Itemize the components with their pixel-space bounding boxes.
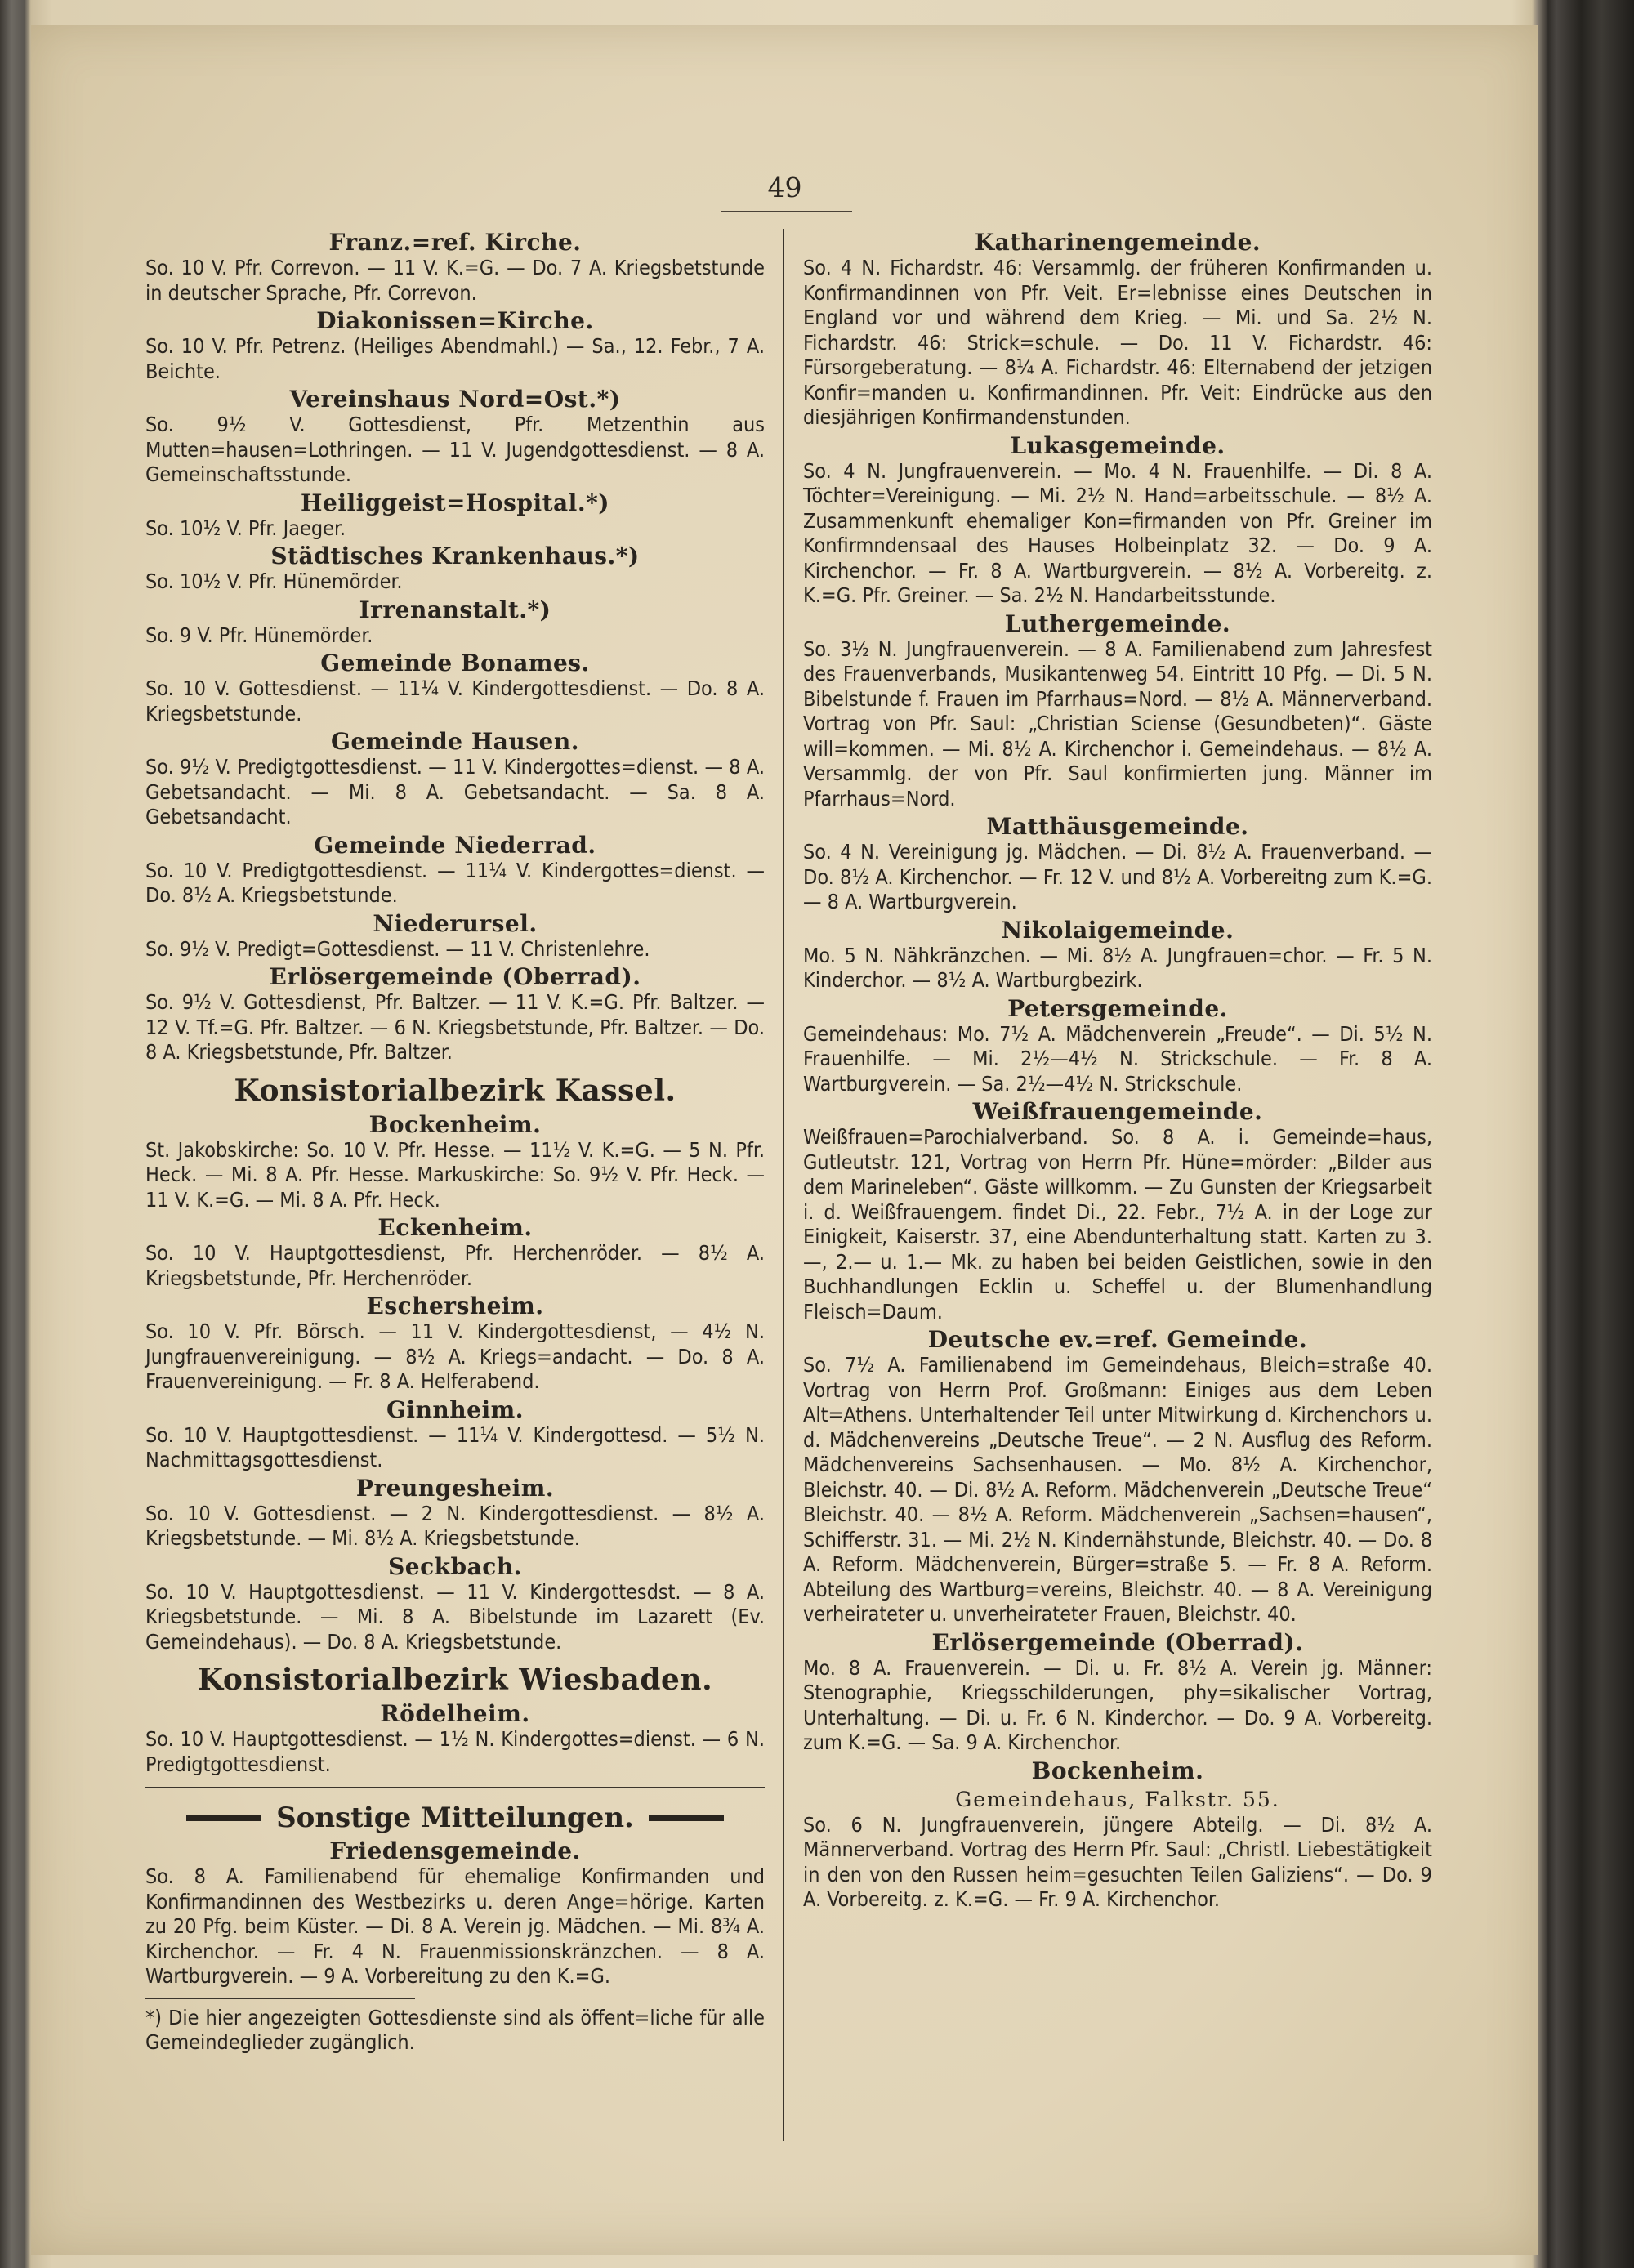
text-seckbach: So. 10 V. Hauptgottesdienst. — 11 V. Kindergottesdst. — 8 A. Kriegsbetstunde. — Mi. 8 A. Bibelstunde im Lazarett (Ev. Gemeindehaus). — Do. 8 A. Kriegsbetstunde. (145, 1579, 765, 1654)
text-preungesheim: So. 10 V. Gottesdienst. — 2 N. Kindergottesdienst. — 8½ A. Kriegsbetstunde. — Mi. 8½ A. Kriegsbetstunde. (145, 1501, 765, 1550)
heading-staedtisches-krankenhaus: Städtisches Krankenhaus.*) (270, 542, 640, 569)
text-lukasgemeinde: So. 4 N. Jungfrauenverein. — Mo. 4 N. Frauenhilfe. — Di. 8 A. Töchter=Vereinigung. — Mi. 2½ N. Hand=arbeitsschule. — 8½ A. Zusammenkunft ehemaliger Kon=firmanden von Pfr. Greiner im Konfirmndensaal des Hauses Holbeinplatz 32. — Do. 9 A. Kirchenchor. — Fr. 8 A. Wartburgverein. — 8½ A. Vorbereitg. z. K.=G. Pfr. Greiner. — Sa. 2½ N. Handarbeitsstunde. (803, 458, 1432, 607)
left-column (145, 227, 765, 2056)
text-bockenheim-2: So. 6 N. Jungfrauenverein, jüngere Abteilg. — Di. 8½ A. Männerverband. Vortrag des Herrn Pfr. Saul: „Christl. Liebestätigkeit in den von den Russen heim=gesuchten Teilen Galiziens“. — Do. 9 A. Vorbereitg. z. K.=G. — Fr. 9 A. Kirchenchor. (803, 1812, 1432, 1911)
banner-bar-left (186, 1815, 261, 1821)
banner-sonstige-mitteilungen (145, 1800, 765, 1836)
text-eschersheim: So. 10 V. Pfr. Börsch. — 11 V. Kindergottesdienst, — 4½ N. Jungfrauenvereinigung. — 8½ A. Kriegs=andacht. — Do. 8 A. Frauenvereinigung. — Fr. 8 A. Helferabend. (145, 1319, 765, 1393)
banner-title: Sonstige Mitteilungen. (276, 1801, 634, 1834)
heading-bockenheim-2: Bockenheim. (1031, 1757, 1204, 1784)
heading-preungesheim: Preungesheim. (355, 1474, 555, 1502)
text-niederursel: So. 9½ V. Predigt=Gottesdienst. — 11 V. Christenlehre. (145, 936, 650, 961)
text-katharinengemeinde: So. 4 N. Fichardstr. 46: Versammlg. der früheren Konfirmanden u. Konfirmandinnen von Pfr. Veit. Er=lebnisse eines Deutschen in England vor und während dem Krieg. — Mi. und Sa. 2½ N. Fichardstr. 46: Strick=schule. — Do. 11 V. Fichardstr. 46: Fürsorgeberatung. — 8¼ A. Fichardstr. 46: Elternabend der jetzigen Konfir=manden u. Konfirmandinnen. Pfr. Veit: Eindrücke aus den diesjährigen Konfirmandenstunden. (803, 256, 1432, 429)
heading-irrenanstalt: Irrenanstalt.*) (359, 596, 551, 623)
subheading-gemeindehaus-falkstr: Gemeindehaus, Falkstr. 55. (955, 1787, 1280, 1811)
heading-luthergemeinde: Luthergemeinde. (1004, 609, 1231, 637)
banner-bar-right (649, 1815, 724, 1821)
heading-heiliggeist-hospital: Heiliggeist=Hospital.*) (301, 489, 609, 516)
heading-eckenheim: Eckenheim. (377, 1214, 533, 1241)
heading-deutsche-ev-ref-gemeinde: Deutsche ev.=ref. Gemeinde. (927, 1326, 1308, 1353)
heading-ginnheim: Ginnheim. (386, 1395, 524, 1423)
heading-weissfrauengemeinde: Weißfrauengemeinde. (972, 1098, 1263, 1125)
text-friedensgemeinde: So. 8 A. Familienabend für ehemalige Konfirmanden und Konfirmandinnen des Westbezirks u. deren Ange=hörige. Karten zu 20 Pfg. beim Küster. — Di. 8 A. Verein jg. Mädchen. — Mi. 8¾ A. Kirchenchor. — Fr. 4 N. Frauenmissionskränzchen. — 8 A. Wartburgverein. — 9 A. Vorbereitung zu den K.=G. (145, 1864, 765, 1988)
text-franz-ref-kirche: So. 10 V. Pfr. Correvon. — 11 V. K.=G. — Do. 7 A. Kriegsbetstunde in deutscher Sprache, Pfr. Correvon. (145, 256, 765, 305)
text-weissfrauengemeinde: Weißfrauen=Parochialverband. So. 8 A. i. Gemeinde=haus, Gutleutstr. 121, Vortrag von Herrn Pfr. Hüne=mörder: „Bilder aus dem Marineleben“. Gäste willkomm. — Zu Gunsten der Kriegsarbeit i. d. Weißfrauengem. findet Di., 22. Febr., 7½ A. in der Loge zur Einigkeit, Kaiserstr. 37, eine Abendunterhaltung statt. Karten zu 3.—, 2.— u. 1.— Mk. zu haben bei beiden Geistlichen, sowie in den Buchhandlungen Ecklin u. Scheffel u. der Blumenhandlung Fleisch=Daum. (803, 1125, 1432, 1324)
text-gemeinde-hausen: So. 9½ V. Predigtgottesdienst. — 11 V. Kindergottes=dienst. — 8 A. Gebetsandacht. — Mi. 8 A. Gebetsandacht. — Sa. 8 A. Gebetsandacht. (145, 755, 765, 828)
footnote: *) Die hier angezeigten Gottesdienste sind als öffent=liche für alle Gemeindeglieder zugänglich. (145, 2005, 765, 2054)
heading-gemeinde-bonames: Gemeinde Bonames. (320, 650, 590, 676)
page-number-rule (721, 211, 852, 212)
heading-gemeinde-hausen: Gemeinde Hausen. (331, 728, 579, 755)
text-gemeinde-bonames: So. 10 V. Gottesdienst. — 11¼ V. Kindergottesdienst. — Do. 8 A. Kriegsbetstunde. (145, 676, 765, 725)
text-petersgemeinde: Gemeindehaus: Mo. 7½ A. Mädchenverein „Freude“. — Di. 5½ N. Frauenhilfe. — Mi. 2½—4½ N. Strickschule. — Fr. 8 A. Wartburgverein. — Sa. 2½—4½ N. Strickschule. (803, 1021, 1432, 1096)
heading-roedelheim: Rödelheim. (380, 1700, 530, 1727)
text-luthergemeinde: So. 3½ N. Jungfrauenverein. — 8 A. Familienabend zum Jahresfest des Frauenverbands, Musikantenweg 54. Eintritt 10 Pfg. — Di. 5 N. Bibelstunde f. Frauen im Pfarrhaus=Nord. — 8½ A. Männerverband. Vortrag von Pfr. Saul: „Christian Sciense (Gesundbeten)“. Gäste will=kommen. — Mi. 8½ A. Kirchenchor i. Gemeindehaus. — 8½ A. Versammlg. der von Pfr. Saul konfirmierten jung. Männer im Pfarrhaus=Nord. (803, 636, 1432, 810)
heading-erloesergemeinde-oberrad-2: Erlösergemeinde (Oberrad). (931, 1628, 1304, 1656)
heading-konsistorialbezirk-wiesbaden: Konsistorialbezirk Wiesbaden. (197, 1663, 713, 1697)
heading-konsistorialbezirk-kassel: Konsistorialbezirk Kassel. (234, 1073, 676, 1108)
text-irrenanstalt: So. 9 V. Pfr. Hünemörder. (145, 623, 373, 647)
heading-nikolaigemeinde: Nikolaigemeinde. (1001, 916, 1234, 944)
heading-vereinshaus-nord-ost: Vereinshaus Nord=Ost.*) (289, 386, 621, 413)
heading-diakonissen-kirche: Diakonissen=Kirche. (316, 307, 594, 334)
text-matthaeusgemeinde: So. 4 N. Vereinigung jg. Mädchen. — Di. 8½ A. Frauenverband. — Do. 8½ A. Kirchenchor. — Fr. 12 V. und 8½ A. Vorbereitng zum K.=G. — 8 A. Wartburgverein. (803, 840, 1432, 913)
right-column (803, 227, 1432, 1913)
text-vereinshaus-nord-ost: So. 9½ V. Gottesdienst, Pfr. Metzenthin aus Mutten=hausen=Lothringen. — 11 V. Jugendgottesdienst. — 8 A. Gemeinschaftsstunde. (145, 413, 765, 486)
footnote-rule (145, 1998, 415, 1999)
heading-lukasgemeinde: Lukasgemeinde. (1010, 431, 1226, 459)
heading-erloesergemeinde-oberrad: Erlösergemeinde (Oberrad). (269, 963, 641, 990)
heading-friedensgemeinde: Friedensgemeinde. (329, 1837, 581, 1864)
column-divider (783, 229, 784, 2141)
text-gemeinde-niederrad: So. 10 V. Predigtgottesdienst. — 11¼ V. Kindergottes=dienst. — Do. 8½ A. Kriegsbetstunde. (145, 858, 765, 907)
heading-bockenheim: Bockenheim. (368, 1110, 542, 1138)
text-deutsche-ev-ref-gemeinde: So. 7½ A. Familienabend im Gemeindehaus, Bleich=straße 40. Vortrag von Herrn Prof. Großmann: Einiges aus dem Leben Alt=Athens. Unterhaltender Teil unter Mitwirkung d. Kirchenchors u. d. Mädchenvereins „Deutsche Treue“. — 2 N. Ausflug des Reform. Mädchenvereins Sachsenhausen. — Mo. 8½ A. Kirchenchor, Bleichstr. 40. — Di. 8½ A. Reform. Mädchenverein „Deutsche Treue“ Bleichstr. 40. — 8½ A. Reform. Mädchenverein „Sachsen=hausen“, Schifferstr. 31. — Mi. 2½ N. Kindernähstunde, Bleichstr. 40. — Do. 8 A. Reform. Mädchenverein, Bürger=straße 5. — Fr. 8 A. Reform. Abteilung des Wartburg=vereins, Bleichstr. 40. — 8 A. Vereinigung verheirateter u. unverheirateter Frauen, Bleichstr. 40. (803, 1353, 1432, 1626)
text-nikolaigemeinde: Mo. 5 N. Nähkränzchen. — Mi. 8½ A. Jungfrauen=chor. — Fr. 5 N. Kinderchor. — 8½ A. Wartburgbezirk. (803, 943, 1432, 992)
page-number: 49 (767, 172, 802, 203)
heading-katharinengemeinde: Katharinengemeinde. (974, 229, 1261, 256)
text-diakonissen-kirche: So. 10 V. Pfr. Petrenz. (Heiliges Abendmahl.) — Sa., 12. Febr., 7 A. Beichte. (145, 334, 765, 383)
section-rule (145, 1787, 765, 1788)
heading-eschersheim: Eschersheim. (366, 1292, 544, 1319)
text-staedtisches-krankenhaus: So. 10½ V. Pfr. Hünemörder. (145, 569, 403, 593)
heading-matthaeusgemeinde: Matthäusgemeinde. (986, 813, 1249, 840)
text-heiliggeist-hospital: So. 10½ V. Pfr. Jaeger. (145, 516, 346, 540)
heading-franz-ref-kirche: Franz.=ref. Kirche. (328, 229, 582, 256)
heading-seckbach: Seckbach. (388, 1552, 522, 1580)
text-erloesergemeinde-oberrad-2: Mo. 8 A. Frauenverein. — Di. u. Fr. 8½ A. Verein jg. Männer: Stenographie, Kriegsschilderungen, phy=sikalischer Vortrag, Unterhaltung. — Di. u. Fr. 6 N. Kinderchor. — Do. 9 A. Vorbereitg. zum K.=G. — Sa. 9 A. Kirchenchor. (803, 1655, 1432, 1754)
text-roedelheim: So. 10 V. Hauptgottesdienst. — 1½ N. Kindergottes=dienst. — 6 N. Predigtgottesdienst. (145, 1727, 765, 1776)
text-ginnheim: So. 10 V. Hauptgottesdienst. — 11¼ V. Kindergottesd. — 5½ N. Nachmittagsgottesdienst. (145, 1422, 765, 1471)
text-erloesergemeinde-oberrad: So. 9½ V. Gottesdienst, Pfr. Baltzer. — 11 V. K.=G. Pfr. Baltzer. — 12 V. Tf.=G. Pfr. Baltzer. — 6 N. Kriegsbetstunde, Pfr. Baltzer. — Do. 8 A. Kriegsbetstunde, Pfr. Baltzer. (145, 990, 765, 1064)
text-bockenheim: St. Jakobskirche: So. 10 V. Pfr. Hesse. — 11½ V. K.=G. — 5 N. Pfr. Heck. — Mi. 8 A. Pfr. Hesse. Markuskirche: So. 9½ V. Pfr. Heck. — 11 V. K.=G. — Mi. 8 A. Pfr. Heck. (145, 1137, 765, 1212)
heading-gemeinde-niederrad: Gemeinde Niederrad. (314, 831, 596, 859)
page (31, 25, 1538, 2255)
text-eckenheim: So. 10 V. Hauptgottesdienst, Pfr. Herchenröder. — 8½ A. Kriegsbetstunde, Pfr. Herchenröder. (145, 1241, 765, 1290)
heading-niederursel: Niederursel. (373, 909, 538, 937)
heading-petersgemeinde: Petersgemeinde. (1007, 994, 1228, 1022)
